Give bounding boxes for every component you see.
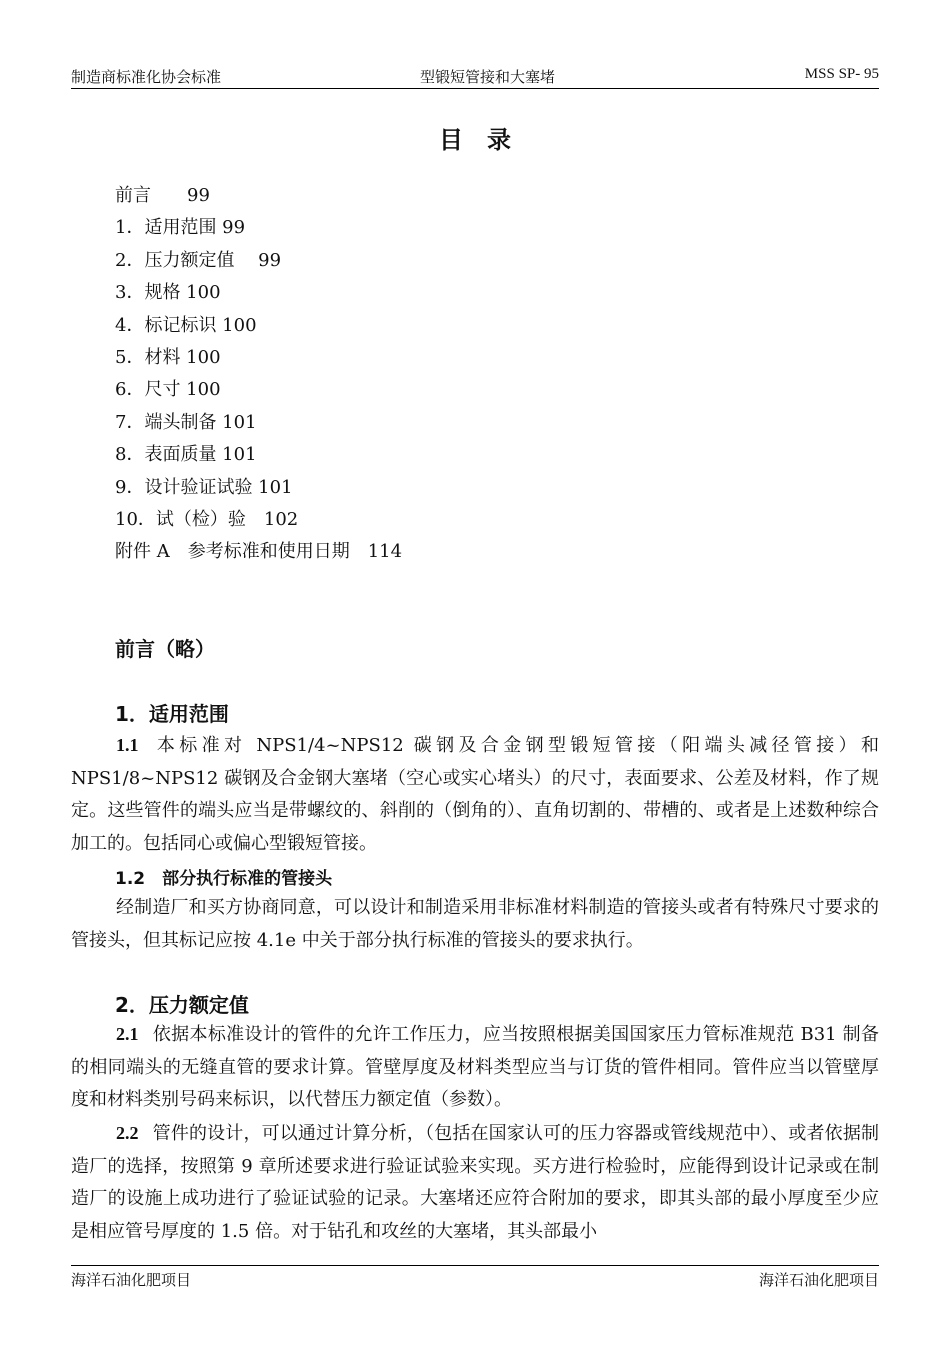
header-document-title: 型锻短管接和大塞堵 [420,68,556,86]
paragraph-1-1 [71,729,879,860]
clause-number: 2.1 [116,1024,139,1044]
toc-entry[interactable]: 附件 A 参考标准和使用日期 114 [115,541,403,563]
clause-number: 2.2 [116,1123,139,1143]
toc-entry[interactable]: 前言 99 [115,185,210,206]
paragraph-2-2 [71,1117,879,1247]
paragraph-1-2: 经制造厂和买方协商同意，可以设计和制造采用非标准材料制造的管接头或者有特殊尺寸要求的管接头，但其标记应按 4.1e 中关于部分执行标准的管接头的要求执行。 [71,897,879,951]
header-organization: 制造商标准化协会标准 [71,68,222,86]
paragraph-text: 依据本标准设计的管件的允许工作压力，应当按照根据美国国家压力管标准规范 B31 制备的相同端头的无缝直管的要求计算。管壁厚度及材料类型应当与订货的管件相同。管件应当以管壁厚度和材料类别号码来标识，以代替压力额定值（参数）。 [71,1024,879,1110]
paragraph-text: 管件的设计，可以通过计算分析，（包括在国家认可的压力容器或管线规范中）、或者依据制造厂的选择，按照第 9 章所述要求进行验证试验来实现。买方进行检验时，应能得到设计记录或在制造厂的设施上成功进行了验证试验的记录。大塞堵还应符合附加的要求，即其头部的最小厚度至少应是相应管号厚度的 1.5 倍。对于钻孔和攻丝的大塞堵，其头部最小 [71,1123,879,1242]
toc-entry[interactable]: 7．端头制备 101 [115,411,257,433]
toc-entry[interactable]: 10．试（检）验 102 [115,508,299,530]
toc-entry[interactable]: 1．适用范围 99 [115,217,246,239]
section-2-heading: 2．压力额定值 [115,993,249,1017]
table-of-contents [115,180,402,569]
paragraph-2-1 [71,1018,879,1117]
toc-title: 目 录 [439,126,511,154]
toc-entry[interactable]: 8．表面质量 101 [115,444,257,466]
footer-project-left: 海洋石油化肥项目 [71,1271,192,1289]
page-header [71,66,879,89]
page-footer [71,1265,879,1291]
header-standard-number: MSS SP- 95 [804,66,879,82]
subsection-1-2-heading: 1.2 部分执行标准的管接头 [115,869,333,889]
toc-entry[interactable]: 5．材料 100 [115,346,221,368]
clause-number: 1.1 [116,735,139,755]
toc-entry[interactable]: 9．设计验证试验 101 [115,476,293,498]
toc-entry[interactable]: 2．压力额定值 99 [115,249,282,271]
toc-entry[interactable]: 3．规格 100 [115,282,221,304]
footer-project-right: 海洋石油化肥项目 [758,1271,879,1289]
toc-entry[interactable]: 4．标记标识 100 [115,314,257,336]
section-1-heading: 1．适用范围 [115,702,229,726]
preface-heading: 前言（略） [115,637,215,661]
paragraph-text: 本标准对 NPS1/4~NPS12 碳钢及合金钢型锻短管接（阳端头减径管接）和 NPS1/8~NPS12 碳钢及合金钢大塞堵（空心或实心堵头）的尺寸，表面要求、公差及材料，作了规定。这些管件的端头应当是带螺纹的、斜削的（倒角的）、直角切割的、带槽的、或者是上述数种综合加工的。包括同心或偏心型锻短管接。 [71,735,879,854]
toc-entry[interactable]: 6．尺寸 100 [115,379,221,401]
